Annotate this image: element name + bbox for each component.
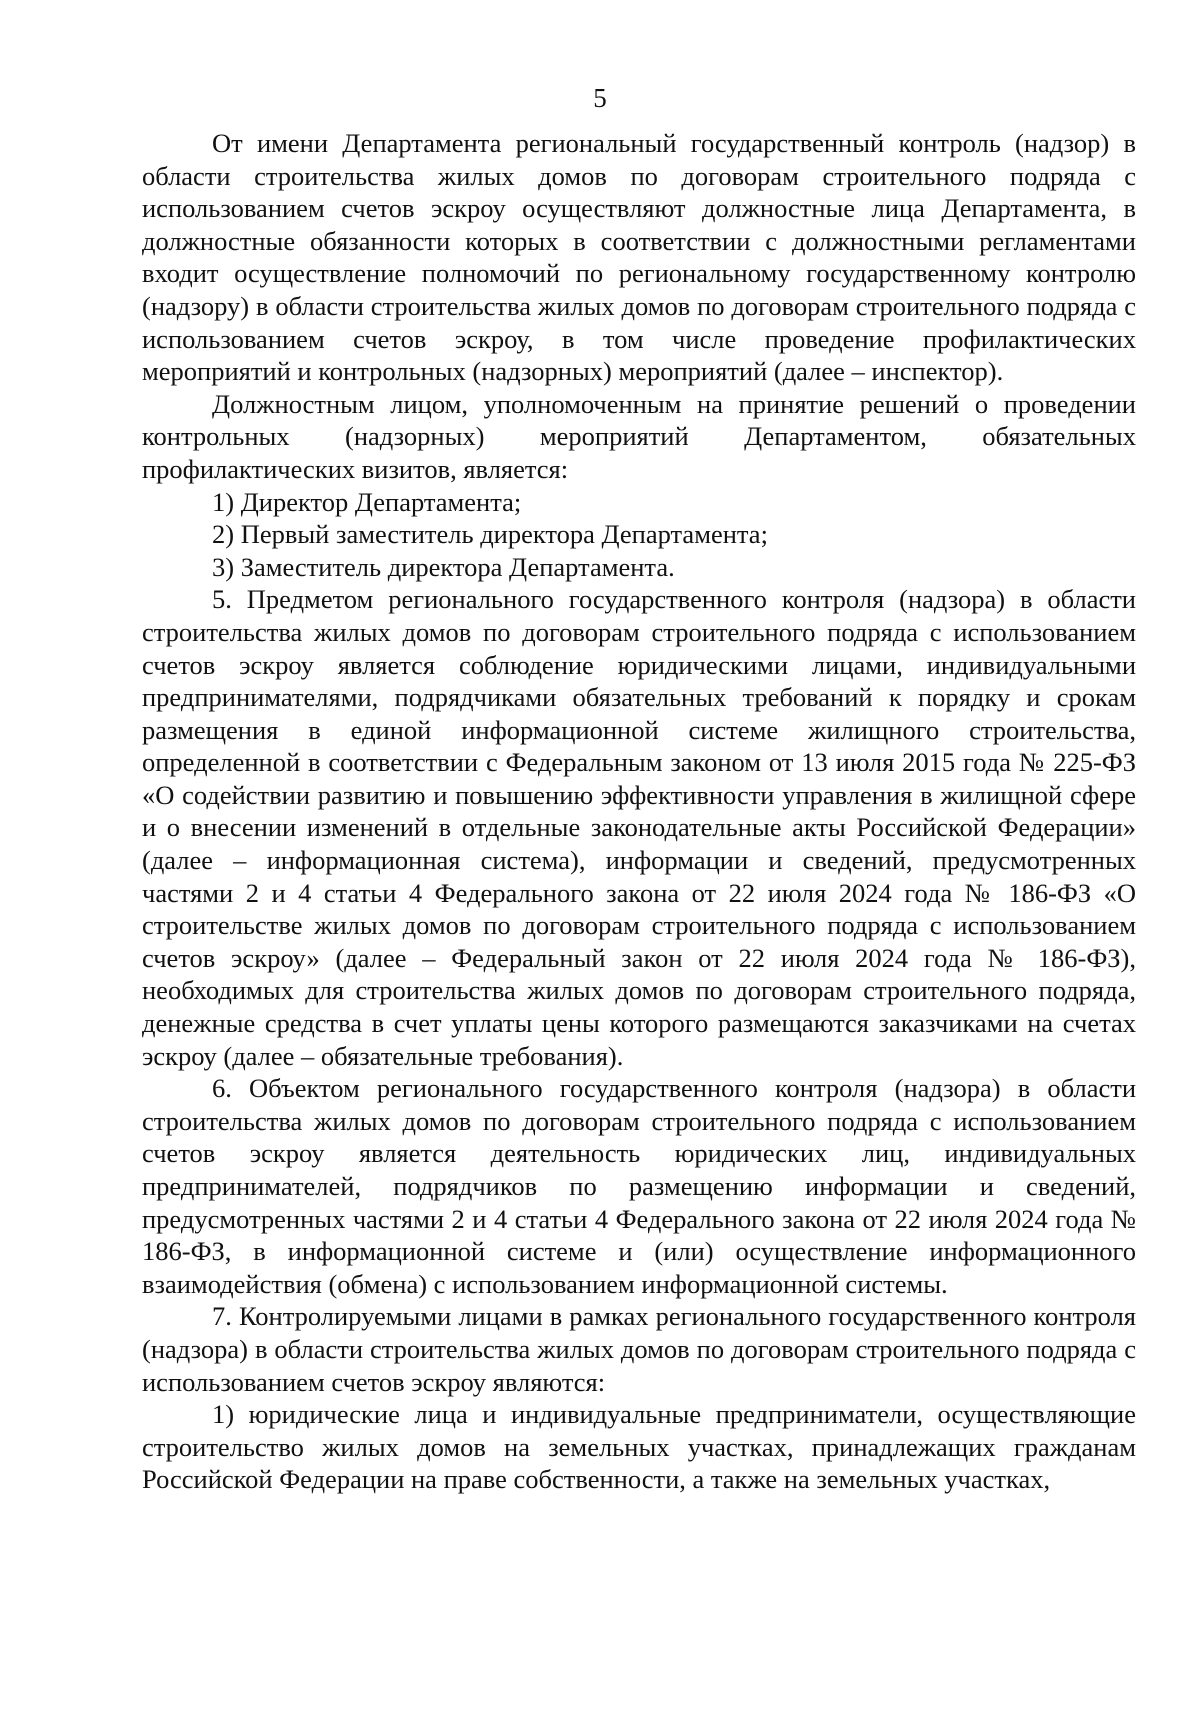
paragraph-authorized-officials: Должностным лицом, уполномоченным на принятие решений о проведении контрольных (надзорных) мероприятий Департаментом, обязательных профилактических визитов, является: [142, 388, 1136, 484]
paragraph-7-item-1: 1) юридические лица и индивидуальные предприниматели, осуществляющие строительство жилых домов на земельных участках, принадлежащих гражданам Российской Федерации на праве собственности, а также на земельных участках, [142, 1399, 1136, 1495]
list-item-deputy: 3) Заместитель директора Департамента. [212, 551, 675, 582]
paragraph-5-subject: 5. Предметом регионального государственного контроля (надзора) в области строительства жилых домов по договорам строительного подряда с использованием счетов эскроу является соблюдение юридическими лицами, индивидуальными предпринимателями, подрядчиками обязательных требований к порядку и срокам размещения в единой информационной системе жилищного строительства, определенной в соответствии с Федеральным законом от 13 июля 2015 года № 225-ФЗ «О содействии развитию и повышению эффективности управления в жилищной сфере и о внесении изменений в отдельные законодательные акты Российской Федерации» (далее – информационная система), информации и сведений, предусмотренных частями 2 и 4 статьи 4 Федерального закона от 22 июля 2024 года № 186-ФЗ «О строительстве жилых домов по договорам строительного подряда с использованием счетов эскроу» (далее – Федеральный закон от 22 июля 2024 года № 186-ФЗ), необходимых для строительства жилых домов по договорам строительного подряда, денежные средства в счет уплаты цены которого размещаются заказчиками на счетах эскроу (далее – обязательные требования). [142, 584, 1136, 1071]
paragraph-inspectors: От имени Департамента региональный государственный контроль (надзор) в области строительства жилых домов по договорам строительного подряда с использованием счетов эскроу осуществляют должностные лица Департамента, в должностные обязанности которых в соответствии с должностными регламентами входит осуществление полномочий по региональному государственному контролю (надзору) в области строительства жилых домов по договорам строительного подряда с использованием счетов эскроу, в том числе проведение профилактических мероприятий и контрольных (надзорных) мероприятий (далее – инспектор). [142, 128, 1136, 387]
paragraph-6-object: 6. Объектом регионального государственного контроля (надзора) в области строительства жилых домов по договорам строительного подряда с использованием счетов эскроу является деятельность юридических лиц, индивидуальных предпринимателей, подрядчиков по размещению информации и сведений, предусмотренных частями 2 и 4 статьи 4 Федерального закона от 22 июля 2024 года № 186-ФЗ, в информационной системе и (или) осуществление информационного взаимодействия (обмена) с использованием информационной системы. [142, 1073, 1136, 1299]
document-body [142, 127, 1136, 1496]
list-item-first-deputy: 2) Первый заместитель директора Департамента; [212, 519, 768, 550]
page-number: 5 [593, 83, 607, 113]
paragraph-7-controlled-persons: 7. Контролируемыми лицами в рамках регионального государственного контроля (надзора) в области строительства жилых домов по договорам строительного подряда с использованием счетов эскроу являются: [142, 1301, 1136, 1397]
list-item-director: 1) Директор Департамента; [212, 486, 522, 517]
